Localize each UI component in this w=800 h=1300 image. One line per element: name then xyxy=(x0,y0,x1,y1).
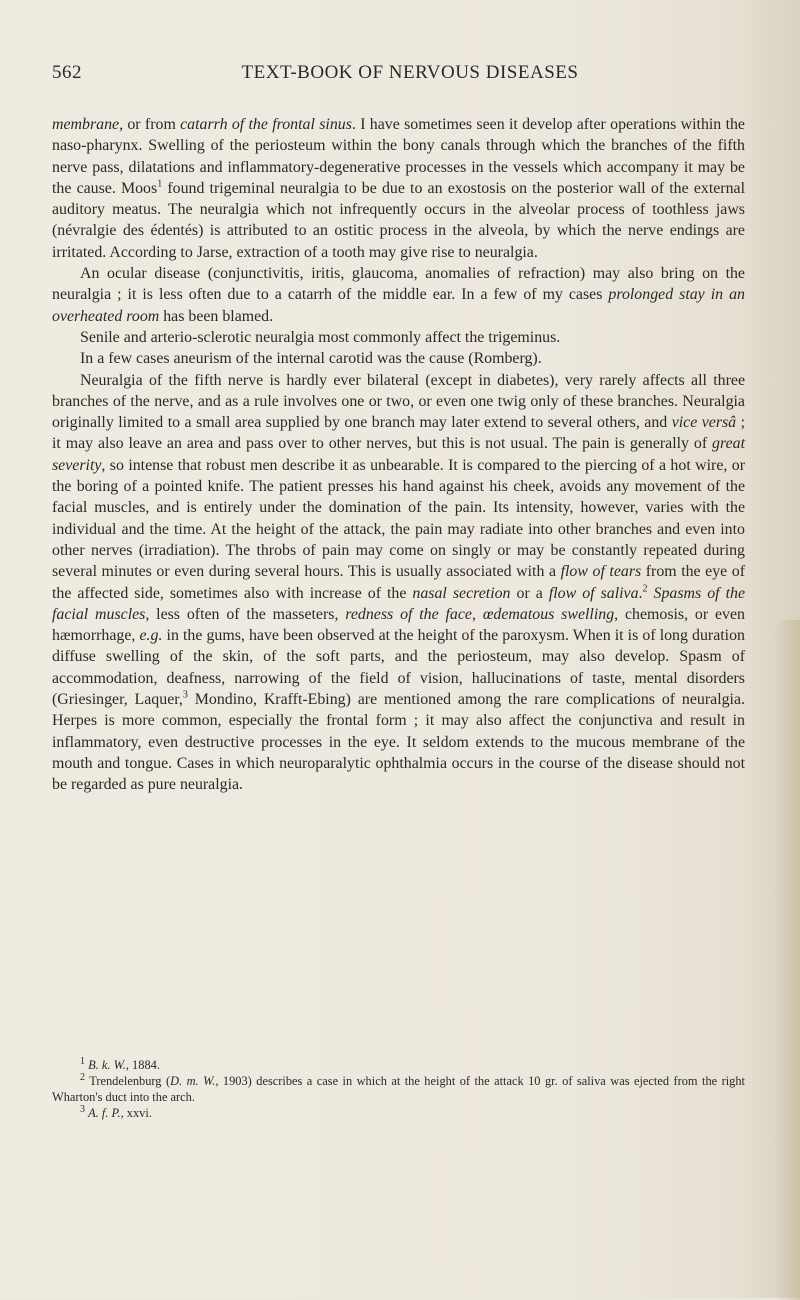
emphasis: Spasms of the facial muscles xyxy=(52,584,745,623)
citation-source: B. k. W. xyxy=(88,1058,126,1072)
footnotes xyxy=(52,1057,745,1121)
citation-source: A. f. P. xyxy=(88,1106,121,1120)
text-run: from the eye of the affected side, sometimes also with increase of the xyxy=(52,563,746,602)
emphasis: redness of the face xyxy=(345,605,472,623)
page-number: 562 xyxy=(52,62,82,83)
text-run: An ocular disease (conjunctivitis, iritis, glaucoma, anomalies of refraction) may also bring on the neuralgia ; it is less often due to a catarrh of the middle ear. In a few of my cases xyxy=(52,265,745,304)
text-run: , xyxy=(472,605,483,623)
text-run: , so intense that robust men describe it as unbearable. It is compared to the piercing of a hot wire, or the boring of a pointed knife. The patient presses his hand against his cheek, avoids any movement of the facial muscles, and is entirely under the domination of the pain. Its intensity, however, varies with the individual and the time. At the height of the attack, the pain may radiate into other branches and even into other nerves (irradiation). The throbs of pain may come on singly or may be constantly repeated during several minutes or even during several hours. This is usually associated with a xyxy=(52,456,745,581)
text-run: Mondino, Krafft-Ebing) are mentioned among the rare complications of neuralgia. Herpes is more common, especially the frontal form ; it may also affect the conjunctiva and result in inflammatory, even destructive processes in the eye. It seldom extends to the mucous membrane of the mouth and tongue. Cases in which neuroparalytic ophthalmia occurs in the course of the disease should not be regarded as pure neuralgia. xyxy=(52,691,745,794)
emphasis: flow of saliva xyxy=(548,584,639,602)
footnote-ref[interactable]: 3 xyxy=(182,689,188,701)
footnote-ref[interactable]: 2 xyxy=(642,583,648,595)
running-title: TEXT-BOOK OF NERVOUS DISEASES xyxy=(241,62,579,83)
footnote-2 xyxy=(52,1073,745,1105)
footnote-ref[interactable]: 1 xyxy=(157,178,163,190)
citation-source: D. m. W. xyxy=(170,1074,216,1088)
text-run: , 1903) describes a case in which at the height of the attack 10 gr. of saliva was ejected from the right Wharton's duct into the arch. xyxy=(52,1074,746,1104)
paragraph-3: Senile and arterio-sclerotic neuralgia most commonly affect the trigeminus. xyxy=(80,328,561,346)
text-run: , 1884. xyxy=(125,1058,160,1072)
paragraph-2 xyxy=(52,263,745,327)
text-run: , or from xyxy=(119,116,181,133)
text-run: ; it may also leave an area and pass over to other nerves, but this is not usual. The pain is generally of xyxy=(52,414,746,453)
emphasis: prolonged stay in an overheated room xyxy=(52,286,745,325)
text-run: . I have sometimes seen it develop after operations within the naso-pharynx. Swelling of the periosteum within the bony canals through which the branches of the fifth nerve pass, dilatations and inflammatory-degenerative processes in the vessels which accompany it may be the cause. Moos xyxy=(52,116,745,197)
text-run: or a xyxy=(510,584,549,602)
footnote-1 xyxy=(52,1057,745,1073)
text-run: , chemosis, or even hæmorrhage, xyxy=(52,605,745,645)
text-run: Trendelenburg ( xyxy=(85,1074,171,1088)
emphasis: flow of tears xyxy=(560,563,642,581)
footnote-mark: 1 xyxy=(80,1055,85,1067)
paragraph-1 xyxy=(52,114,745,263)
text-run: has been blamed. xyxy=(159,307,274,325)
emphasis: catarrh of the frontal sinus xyxy=(180,116,352,133)
emphasis: vice versâ xyxy=(671,414,737,432)
page-header xyxy=(52,48,748,88)
text-run: , less often of the masseters, xyxy=(145,605,346,623)
emphasis: nasal secretion xyxy=(412,584,511,602)
footnote-3 xyxy=(52,1105,745,1121)
page-edge-shading xyxy=(774,620,800,1300)
paragraph-5: Neuralgia of the fifth nerve is hardly ever bilateral (except in diabetes), very rarely affects all three branches of the nerve, and as a rule involves one or two, or even one twig only of these branches. Neuralgia originally limited to a small area supplied by one branch may later extend to several others, and vice versâ ; it may also leave an area and pass over to other nerves, but this is not usual. The pain is generally of great severity, so intense that robust men describe it as unbearable. It is compared to the piercing of a hot wire, or the boring of a pointed knife. The patient presses his hand against his cheek, avoids any movement of the facial muscles, and is entirely under the domination of the pain. Its intensity, however, varies with the individual and the time. At the height of the attack, the pain may radiate into other branches and even into other nerves (irradiation). The throbs of pain may come on singly or may be constantly repeated during several minutes or even during several hours. This is usually associated with a flow of tears from the eye of the affected side, sometimes also with increase of the nasal secretion or a flow of saliva.$^2$ Spasms of the facial muscles, less often of the masseters, redness of the face, œdematous swelling, chemosis, or even hæmorrhage, e.g. in the gums, have been observed at the height of the paroxysm. When it is of long duration diffuse swelling of the skin, of the soft parts, and the periosteum, may also develop. Spasm of accommodation, deafness, narrowing of the field of vision, hallucinations of taste, mental disorders (Griesinger, Laquer,$^3$ Mondino, Krafft-Ebing) are mentioned among the rare complications of neuralgia. Herpes is more common, especially the frontal form ; it may also affect the conjunctiva and result in inflammatory, even destructive processes in the eye. It seldom extends to the mucous membrane of the mouth and tongue. Cases in which neuroparalytic ophthalmia occurs in the course of the disease should not be regarded as pure neuralgia. xyxy=(52,371,746,794)
emphasis: e.g. xyxy=(139,627,163,645)
main-text xyxy=(52,114,745,796)
emphasis: œdematous swelling xyxy=(482,605,615,623)
text-run: Neuralgia of the fifth nerve is hardly ever bilateral (except in diabetes), very rarely affects all three branches of the nerve, and as a rule involves one or two, or even one twig only of these branches. Neuralgia originally limited to a small area supplied by one branch may later extend to several others, and xyxy=(52,371,745,432)
text-run: in the gums, have been observed at the height of the paroxysm. When it is of long duration diffuse swelling of the skin, of the soft parts, and the periosteum, may also develop. Spasm of accommodation, deafness, narrowing of the field of vision, hallucinations of taste, mental disorders (Griesinger, Laquer, xyxy=(52,627,745,709)
text-run: , xxvi. xyxy=(120,1106,152,1120)
text-run: found trigeminal neuralgia to be due to an exostosis on the posterior wall of the external auditory meatus. The neuralgia which not infrequently occurs in the alveolar process of toothless jaws (névralgie des édentés) is attributed to an ostitic process in the alveola, by which the nerve endings are irritated. According to Jarse, extraction of a tooth may give rise to neuralgia. xyxy=(52,179,745,261)
footnote-mark: 2 xyxy=(80,1071,85,1083)
emphasis: great severity xyxy=(52,435,745,474)
footnote-mark: 3 xyxy=(80,1103,85,1115)
emphasis: membrane xyxy=(52,116,120,133)
paragraph-4: In a few cases aneurism of the internal carotid was the cause (Romberg). xyxy=(80,350,542,368)
